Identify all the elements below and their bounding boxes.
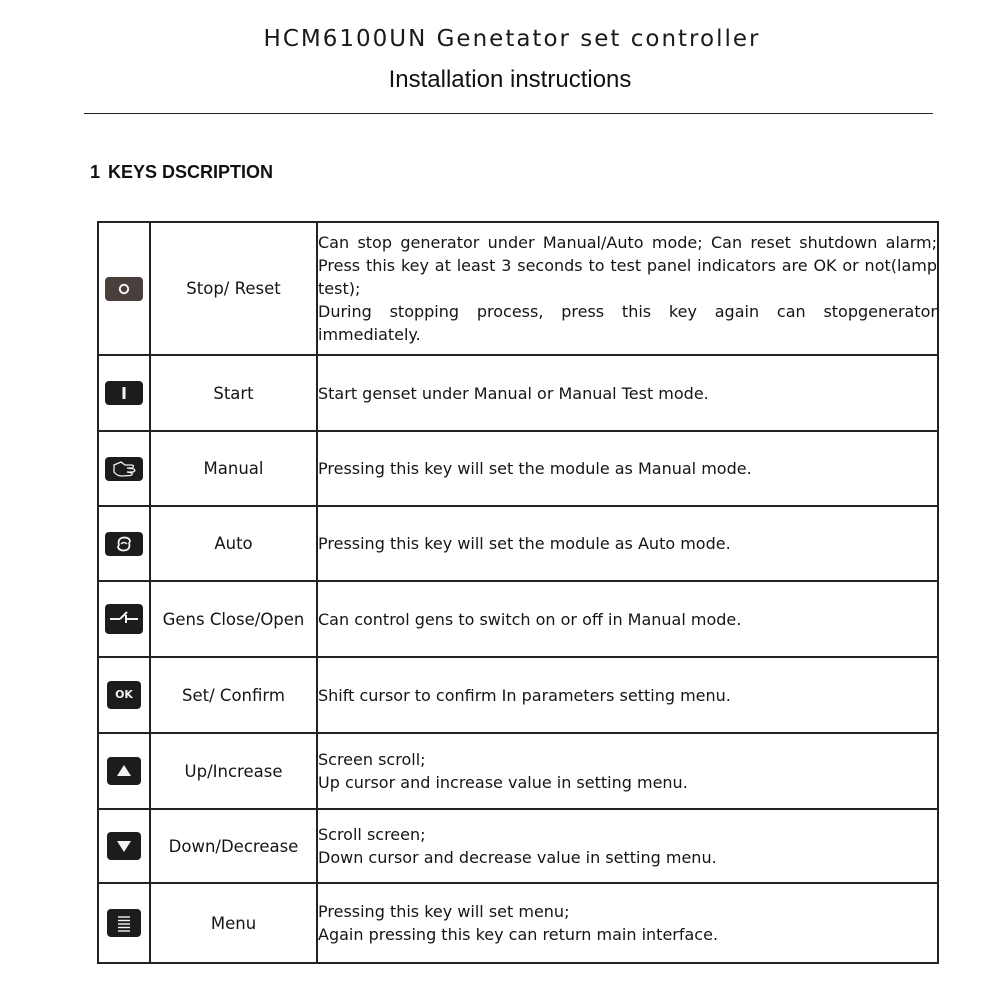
start-icon	[105, 381, 143, 405]
key-description: Can control gens to switch on or off in Manual mode.	[317, 581, 938, 657]
up-arrow-icon	[107, 757, 141, 785]
key-name: Stop/ Reset	[150, 222, 317, 355]
key-row-auto	[98, 506, 938, 581]
gens-switch-icon	[105, 604, 143, 634]
key-row-gens-close-open	[98, 581, 938, 657]
key-row-set-confirm	[98, 657, 938, 733]
key-name: Gens Close/Open	[150, 581, 317, 657]
key-name: Auto	[150, 506, 317, 581]
key-description: Pressing this key will set the module as Manual mode.	[317, 431, 938, 506]
key-row-menu	[98, 883, 938, 963]
key-description: Pressing this key will set the module as Auto mode.	[317, 506, 938, 581]
section-heading	[90, 162, 273, 183]
key-description: Scroll screen; Down cursor and decrease value in setting menu.	[317, 809, 938, 883]
key-name: Start	[150, 355, 317, 431]
stop-reset-icon	[105, 277, 143, 301]
key-row-manual	[98, 431, 938, 506]
key-description: Screen scroll; Up cursor and increase value in setting menu.	[317, 733, 938, 809]
key-row-up-increase	[98, 733, 938, 809]
document-subtitle: Installation instructions	[388, 66, 632, 93]
key-description: Shift cursor to confirm In parameters setting menu.	[317, 657, 938, 733]
key-name: Manual	[150, 431, 317, 506]
key-row-start	[98, 355, 938, 431]
section-title: KEYS DSCRIPTION	[108, 162, 274, 182]
key-description: Start genset under Manual or Manual Test mode.	[317, 355, 938, 431]
key-name: Set/ Confirm	[150, 657, 317, 733]
key-name: Down/Decrease	[150, 809, 317, 883]
key-row-stop-reset	[98, 222, 938, 355]
down-arrow-icon	[107, 832, 141, 860]
key-name: Menu	[150, 883, 317, 963]
auto-icon	[105, 532, 143, 556]
menu-icon	[107, 909, 141, 937]
key-row-down-decrease	[98, 809, 938, 883]
section-number: 1	[90, 162, 101, 182]
key-description: Can stop generator under Manual/Auto mode; Can reset shutdown alarm; Press this key at least 3 seconds to test panel indicators are OK or not(lamp test); During stopping process, press this key again can stopgenerator immediately.	[317, 222, 938, 355]
key-description: Pressing this key will set menu; Again pressing this key can return main interface.	[317, 883, 938, 963]
keys-table	[97, 221, 939, 964]
header-divider	[84, 113, 933, 114]
document-title: HCM6100UN Genetator set controller	[263, 26, 761, 52]
manual-hand-icon	[105, 457, 143, 481]
key-name: Up/Increase	[150, 733, 317, 809]
ok-icon: OK	[107, 681, 141, 709]
